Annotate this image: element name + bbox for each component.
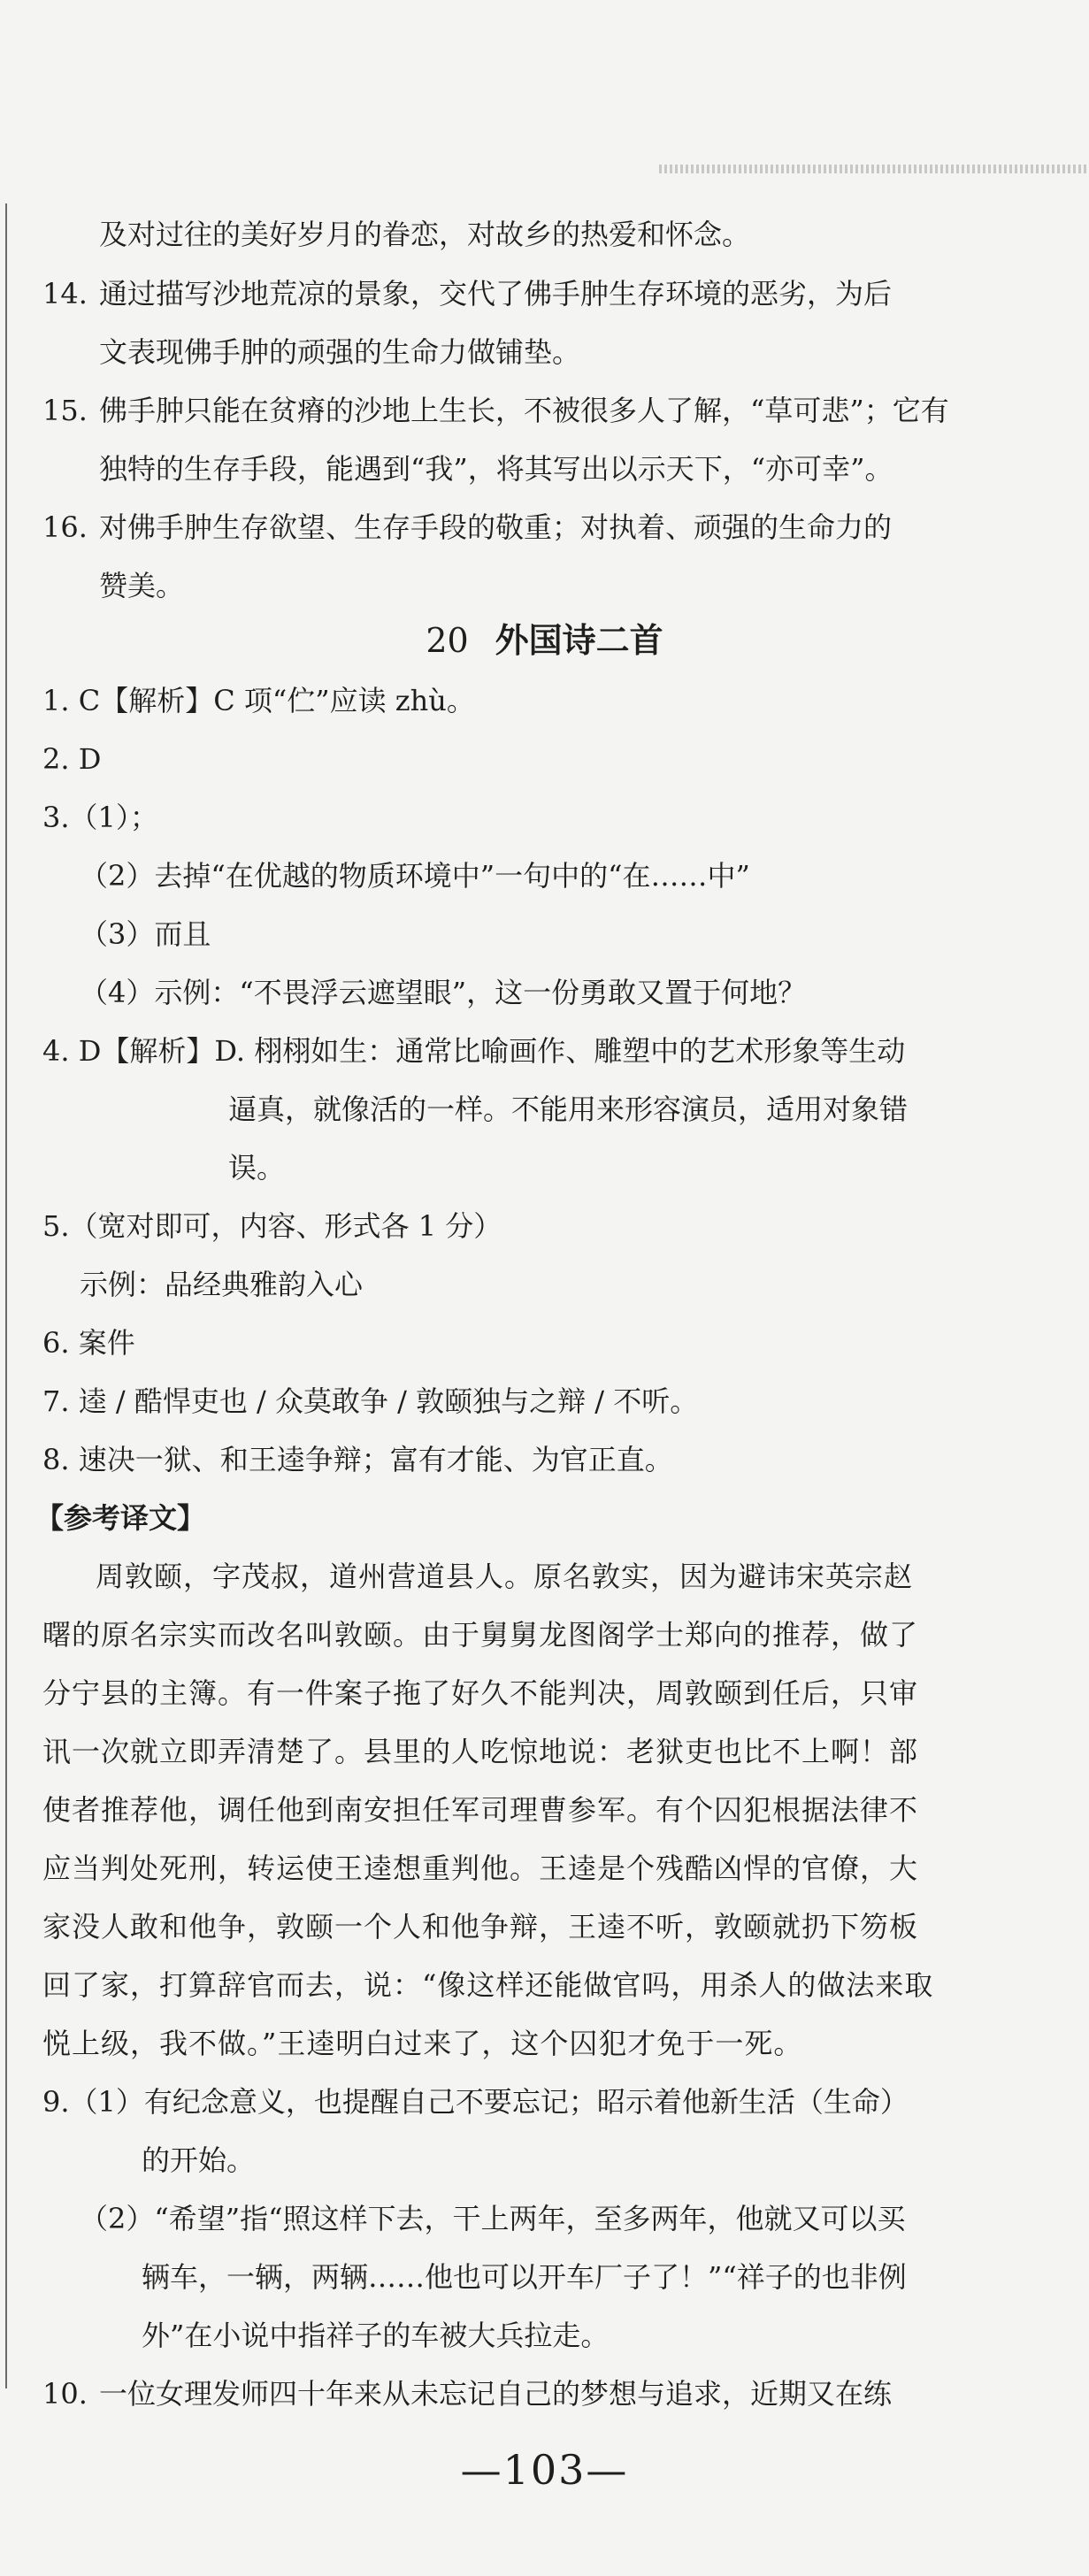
- margin-rule: [5, 203, 7, 2388]
- answer-line: 3.（1）；: [42, 801, 158, 834]
- page-number: —103—: [460, 2446, 629, 2494]
- answer-line: 佛手肿只能在贫瘠的沙地上生长，不被很多人了解，“草可悲”；它有: [99, 394, 949, 427]
- question-number: 16.: [42, 510, 88, 544]
- answer-line: 4. D【解析】D. 栩栩如生：通常比喻画作、雕塑中的艺术形象等生动: [42, 1034, 906, 1068]
- translation-line: 讯一次就立即弄清楚了。县里的人吃惊地说：老狱吏也比不上啊！部: [42, 1735, 919, 1768]
- question-number: 15.: [42, 394, 88, 427]
- translation-line: 分宁县的主簿。有一件案子拖了好久不能判决，周敦颐到任后，只审: [42, 1676, 919, 1710]
- answer-line: 9.（1）有纪念意义，也提醒自己不要忘记；昭示着他新生活（生命）: [42, 2085, 909, 2119]
- section-heading: 外国诗二首: [495, 621, 663, 660]
- answer-line: 文表现佛手肿的顽强的生命力做铺垫。: [99, 335, 581, 369]
- translation-line: 周敦颐，字茂叔，道州营道县人。原名敦实，因为避讳宋英宗赵: [96, 1560, 914, 1593]
- answer-line: 1. C【解析】C 项“伫”应读 zhù。: [42, 684, 475, 717]
- answer-line: 辆车，一辆，两辆……他也可以开车厂子了！”“祥子的也非例: [142, 2260, 907, 2294]
- answer-line: 对佛手肿生存欲望、生存手段的敬重；对执着、顽强的生命力的: [99, 510, 893, 544]
- text-line: 及对过往的美好岁月的眷恋，对故乡的热爱和怀念。: [99, 218, 751, 251]
- answer-line: （2）“希望”指“照这样下去，干上两年，至多两年，他就又可以买: [80, 2202, 906, 2235]
- answer-line: 5.（宽对即可，内容、形式各 1 分）: [42, 1209, 502, 1243]
- translation-line: 回了家，打算辞官而去，说：“像这样还能做官吗，用杀人的做法来取: [42, 1968, 934, 2002]
- answer-line: 独特的生存手段，能遇到“我”，将其写出以示天下，“亦可幸”。: [99, 452, 893, 486]
- answer-line: 8. 速决一狱、和王逵争辩；富有才能、为官正直。: [42, 1443, 673, 1476]
- translation-line: 使者推荐他，调任他到南安担任军司理曹参军。有个囚犯根据法律不: [42, 1793, 919, 1827]
- answer-line: （4）示例：“不畏浮云遮望眼”，这一份勇敢又置于何地？: [80, 976, 807, 1009]
- answer-line: 逼真，就像活的一样。不能用来形容演员，适用对象错: [228, 1092, 909, 1126]
- answer-line: （2）去掉“在优越的物质环境中”一句中的“在……中”: [80, 859, 750, 893]
- section-title: [0, 619, 1089, 662]
- answer-line: 外”在小说中指祥子的车被大兵拉走。: [142, 2319, 610, 2352]
- question-number: 10.: [42, 2377, 88, 2411]
- answer-line: 赞美。: [99, 569, 185, 602]
- answer-line: 7. 逵 / 酷悍吏也 / 众莫敢争 / 敦颐独与之辩 / 不听。: [42, 1384, 699, 1418]
- answer-line: 误。: [228, 1151, 286, 1184]
- section-number: 20: [426, 621, 469, 660]
- answer-line: （3）而且: [80, 917, 211, 951]
- answer-line: 通过描写沙地荒凉的景象，交代了佛手肿生存环境的恶劣，为后: [99, 277, 893, 310]
- translation-line: 曙的原名宗实而改名叫敦颐。由于舅舅龙图阁学士郑向的推荐，做了: [42, 1618, 919, 1652]
- answer-line: 的开始。: [142, 2143, 256, 2177]
- question-number: 14.: [42, 277, 88, 310]
- answer-line: 2. D: [42, 742, 102, 776]
- answer-line: 示例：品经典雅韵入心: [80, 1268, 364, 1301]
- answer-line: 一位女理发师四十年来从未忘记自己的梦想与追求，近期又在练: [99, 2377, 893, 2411]
- translation-line: 应当判处死刑，转运使王逵想重判他。王逵是个残酷凶悍的官僚，大: [42, 1852, 919, 1885]
- answer-line: 6. 案件: [42, 1326, 135, 1360]
- translation-heading: 【参考译文】: [35, 1501, 206, 1535]
- header-rule: [659, 165, 1089, 173]
- translation-line: 悦上级，我不做。”王逵明白过来了，这个囚犯才免于一死。: [42, 2027, 803, 2060]
- translation-line: 家没人敢和他争，敦颐一个人和他争辩，王逵不听，敦颐就扔下笏板: [42, 1910, 919, 1944]
